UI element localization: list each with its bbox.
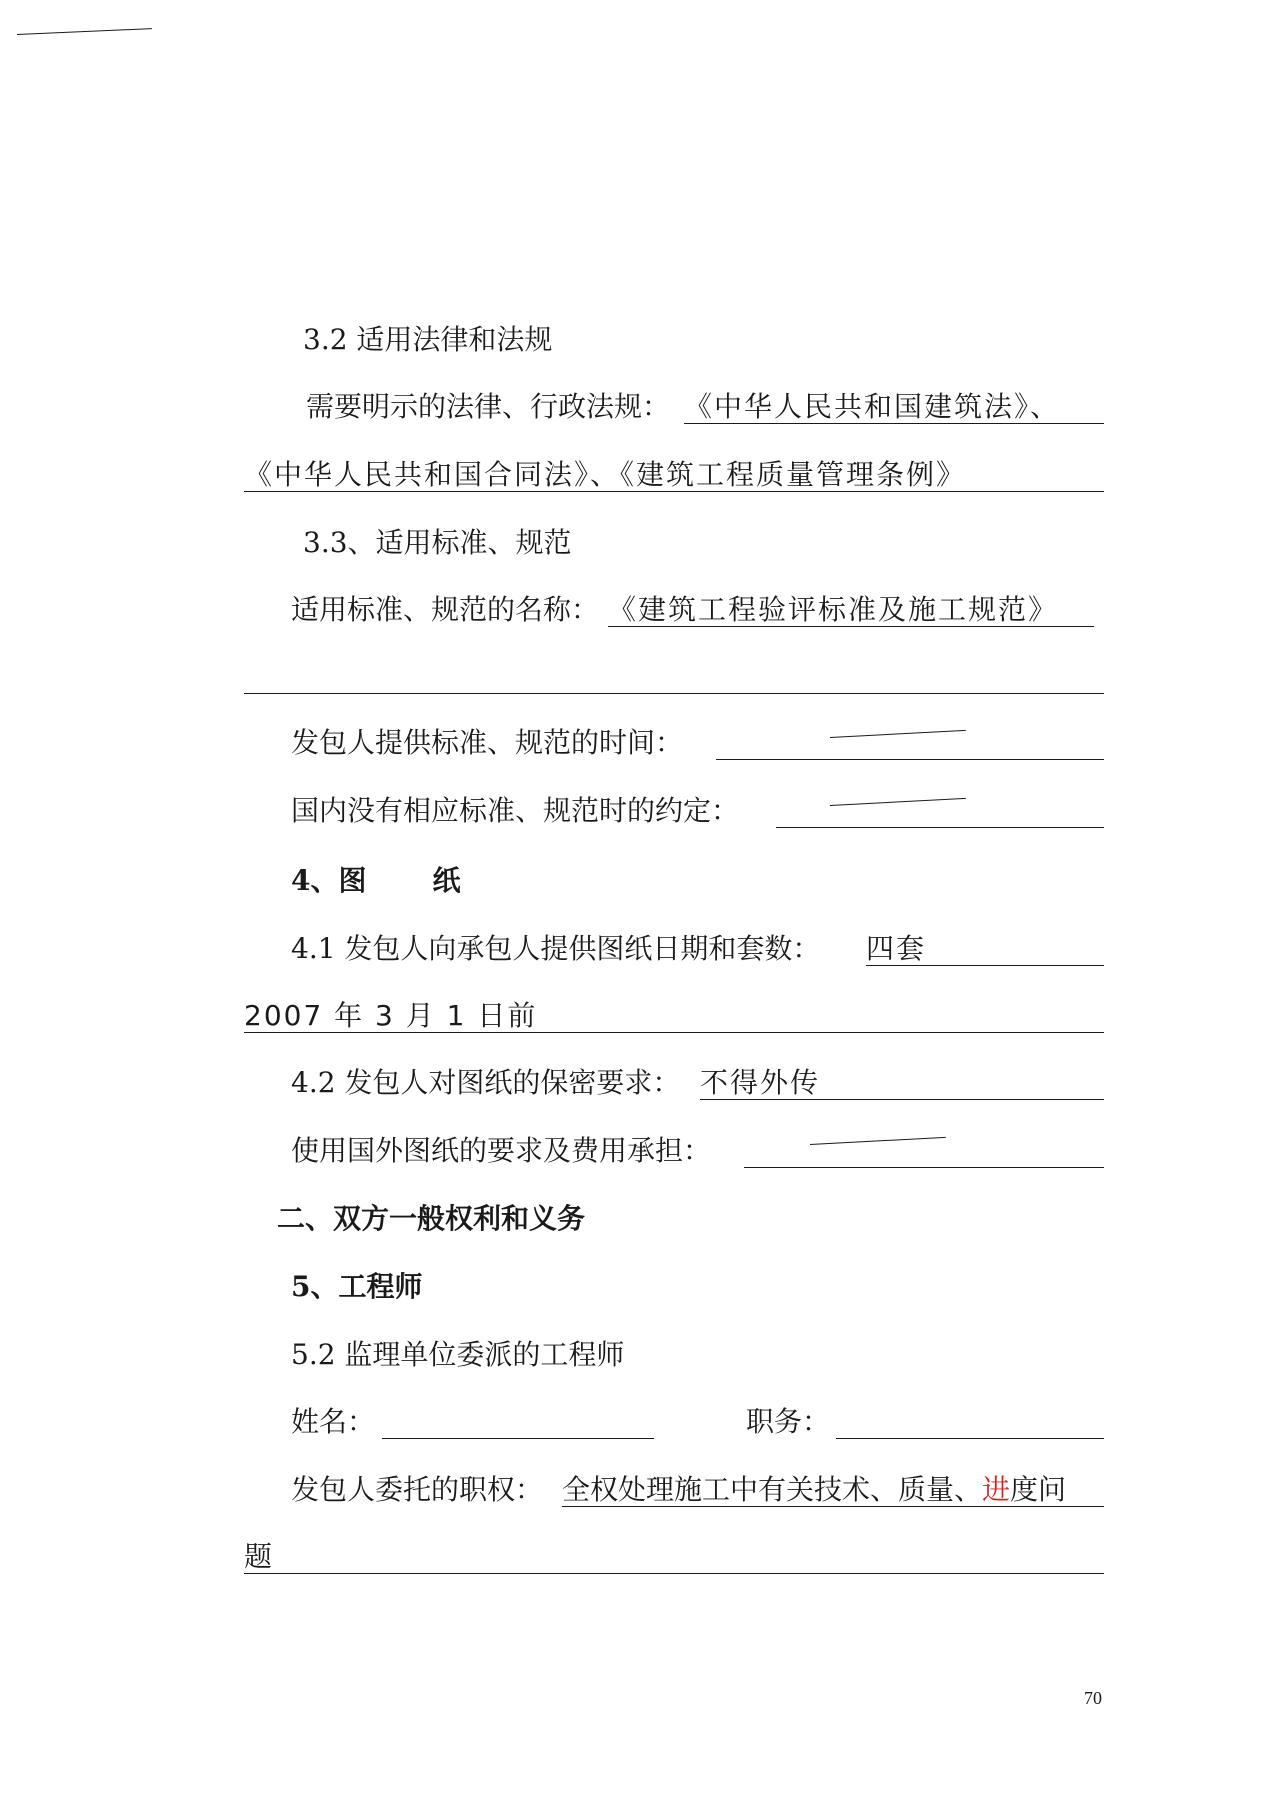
page-number: 70	[1084, 1688, 1102, 1708]
laws-value-1: 《中华人民共和国建筑法》、	[684, 390, 1061, 423]
secrecy-label: 4.2 发包人对图纸的保密要求：	[291, 1066, 681, 1099]
authority-value-line-1	[562, 1470, 1066, 1510]
standards-underline-2	[244, 693, 1104, 694]
authority-value-c: 题	[244, 1540, 273, 1573]
section-5-heading: 5、工程师	[291, 1270, 423, 1303]
section-4-heading-num: 4、图	[291, 864, 367, 897]
no-standard-underline	[776, 827, 1104, 828]
authority-value-a: 全权处理施工中有关技术、质量、	[562, 1473, 983, 1506]
authority-value-red: 进	[982, 1473, 1011, 1506]
foreign-drawings-label: 使用国外图纸的要求及费用承担：	[291, 1134, 712, 1167]
section-4-heading	[291, 861, 461, 901]
laws-underline-2	[244, 491, 1104, 492]
section-3-3-heading: 3.3、适用标准、规范	[303, 526, 572, 559]
authority-underline-1	[562, 1506, 1104, 1507]
drawings-label: 4.1 发包人向承包人提供图纸日期和套数：	[291, 932, 821, 965]
section-5-2-heading: 5.2 监理单位委派的工程师	[291, 1338, 625, 1371]
authority-value-b: 度问	[1010, 1473, 1067, 1506]
drawings-underline-2	[244, 1032, 1104, 1033]
part-2-heading: 二、双方一般权利和义务	[277, 1202, 586, 1235]
engineer-title-underline	[836, 1438, 1104, 1439]
laws-value-2: 《中华人民共和国合同法》、《建筑工程质量管理条例》	[244, 458, 967, 491]
no-standard-strike-mark	[830, 798, 966, 806]
standards-underline-1	[608, 626, 1094, 627]
secrecy-underline	[700, 1099, 1104, 1100]
no-standard-label: 国内没有相应标准、规范时的约定：	[291, 794, 740, 827]
provide-time-label: 发包人提供标准、规范的时间：	[291, 726, 684, 759]
laws-label: 需要明示的法律、行政法规：	[306, 390, 671, 423]
authority-label: 发包人委托的职权：	[291, 1473, 544, 1506]
standards-value: 《建筑工程验评标准及施工规范》	[608, 593, 1059, 626]
drawings-sets: 四套	[866, 932, 927, 965]
provide-time-strike-mark	[830, 730, 966, 738]
section-4-heading-word: 纸	[432, 864, 461, 897]
foreign-drawings-strike-mark	[810, 1137, 946, 1145]
section-3-2-heading: 3.2 适用法律和法规	[303, 323, 553, 356]
top-strike-mark	[17, 28, 152, 35]
provide-time-underline	[716, 759, 1104, 760]
engineer-name-label: 姓名：	[291, 1405, 376, 1438]
secrecy-value: 不得外传	[700, 1066, 821, 1099]
laws-row	[306, 387, 670, 427]
engineer-name-underline	[382, 1438, 654, 1439]
drawings-underline-1	[866, 965, 1104, 966]
foreign-drawings-underline	[744, 1167, 1104, 1168]
drawings-date: 2007 年 3 月 1 日前	[244, 999, 538, 1032]
engineer-title-label: 职务：	[746, 1405, 831, 1438]
standards-label: 适用标准、规范的名称：	[291, 593, 600, 626]
laws-underline-1	[684, 423, 1104, 424]
authority-underline-2	[244, 1573, 1104, 1574]
